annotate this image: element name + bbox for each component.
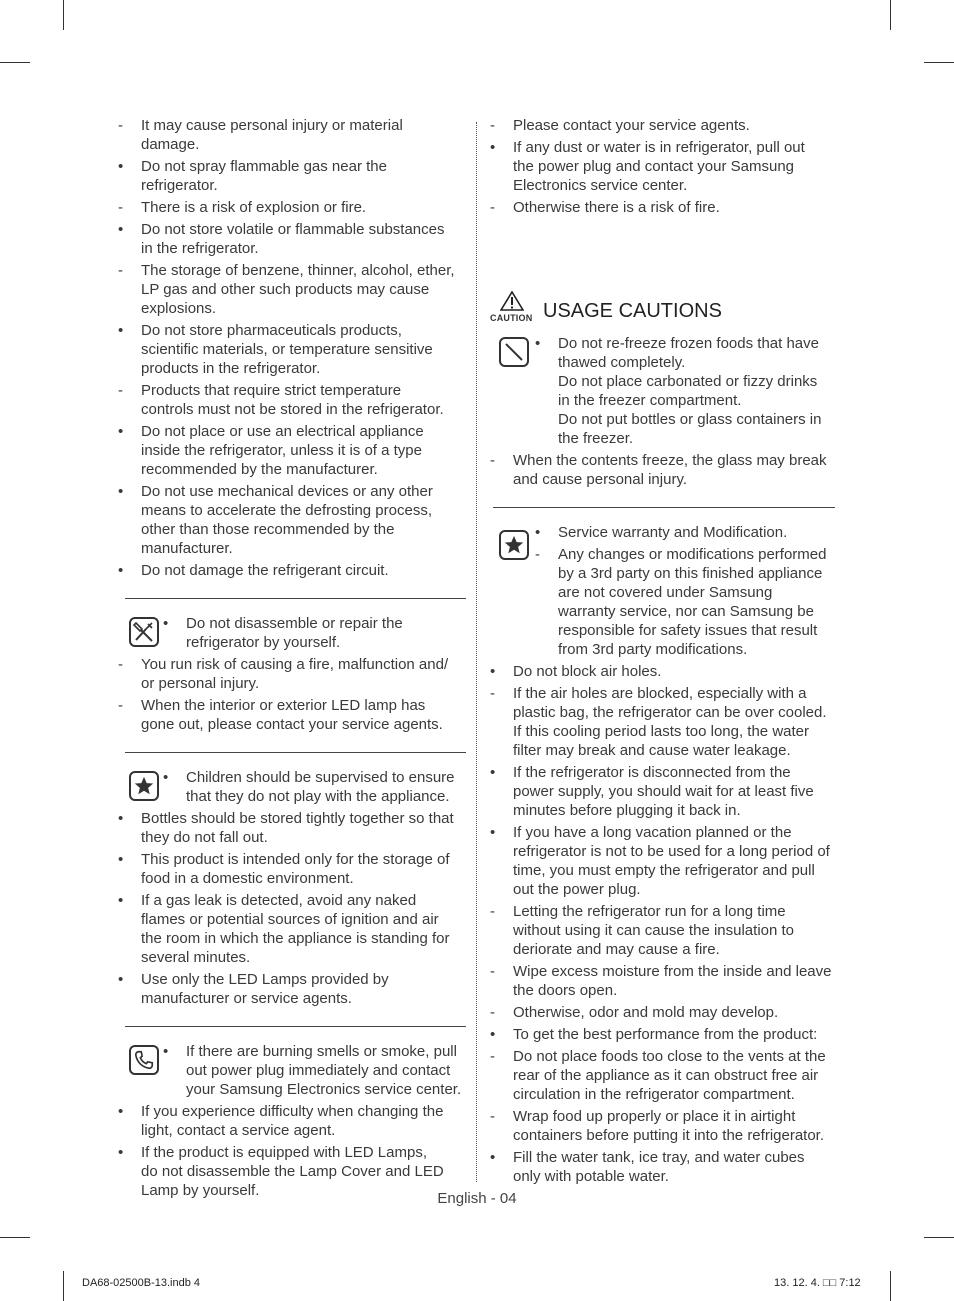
bullet-marker: •: [118, 322, 124, 339]
repair-warning-list: [115, 614, 466, 734]
bullet-item: [115, 482, 466, 558]
item-text: If the product is equipped with LED Lamps, do not disassemble the Lamp Cover and LED Lamp by yourself.: [141, 1144, 444, 1199]
item-text: Bottles should be stored tightly together so that they do not fall out.: [141, 810, 454, 846]
dash-item: [487, 116, 835, 135]
item-text: Children should be supervised to ensure that they do not play with the appliance.: [186, 769, 455, 805]
bullet-item: [115, 891, 466, 967]
bullet-marker: •: [118, 562, 124, 579]
bullet-marker: •: [163, 769, 169, 786]
warranty-list: [487, 523, 835, 1186]
dash-marker: -: [490, 963, 495, 980]
freezer-caution-list: [487, 334, 835, 489]
bullet-item: [115, 561, 466, 580]
item-text: Do not disassemble or repair the refrigerator by yourself.: [186, 615, 403, 651]
bullet-item: [115, 157, 466, 195]
item-text: Do not block air holes.: [513, 663, 662, 680]
bullet-item: [115, 809, 466, 847]
item-text: Use only the LED Lamps provided by manufacturer or service agents.: [141, 971, 389, 1007]
crop-mark: [890, 1271, 891, 1301]
bullet-marker: •: [490, 1026, 496, 1043]
item-text: This product is intended only for the storage of food in a domestic environment.: [141, 851, 450, 887]
children-warning-list: [115, 768, 466, 1008]
dash-item: [487, 1047, 835, 1104]
dash-marker: -: [118, 382, 123, 399]
dash-item: [487, 684, 835, 760]
crop-mark: [0, 1237, 30, 1238]
dash-marker: -: [490, 199, 495, 216]
item-text: Do not re-freeze frozen foods that have thawed completely. Do not place carbonated or fizzy drinks in the freezer compartment. Do not put bottles or glass containers in the freezer.: [558, 335, 822, 447]
bullet-item: [487, 763, 835, 820]
bullet-item: [487, 1148, 835, 1186]
item-text: Otherwise there is a risk of fire.: [513, 199, 720, 216]
crop-mark: [924, 62, 954, 63]
item-text: To get the best performance from the product:: [513, 1026, 818, 1043]
item-text: Wrap food up properly or place it in airtight containers before putting it into the refrigerator.: [513, 1108, 825, 1144]
dash-item: [487, 1107, 835, 1145]
bullet-item: [487, 138, 835, 195]
service-contact-list: [115, 1042, 466, 1200]
dash-item: [487, 451, 835, 489]
dash-marker: -: [535, 546, 540, 563]
bullet-item: [487, 1025, 835, 1044]
item-text: Wipe excess moisture from the inside and leave the doors open.: [513, 963, 832, 999]
item-text: Do not place or use an electrical appliance inside the refrigerator, unless it is of a type recommended by the manufacturer.: [141, 423, 424, 478]
service-list: [487, 116, 835, 217]
bullet-marker: •: [535, 524, 541, 541]
bullet-marker: •: [163, 615, 169, 632]
dash-marker: -: [490, 903, 495, 920]
bullet-marker: •: [490, 663, 496, 680]
section-title: USAGE CAUTIONS: [543, 300, 722, 322]
dash-item: [115, 655, 466, 693]
item-text: There is a risk of explosion or fire.: [141, 199, 367, 216]
crop-mark: [924, 1237, 954, 1238]
left-column: [115, 116, 466, 1203]
bullet-item: [487, 823, 835, 899]
item-text: It may cause personal injury or material damage.: [141, 117, 403, 153]
bullet-item: [115, 1102, 466, 1140]
item-text: Products that require strict temperature controls must not be stored in the refrigerator.: [141, 382, 444, 418]
dash-item: [115, 116, 466, 154]
bullet-marker: •: [535, 335, 541, 352]
crop-mark: [0, 62, 30, 63]
bullet-marker: •: [490, 824, 496, 841]
item-text: Do not spray flammable gas near the refrigerator.: [141, 158, 387, 194]
bullet-item: [115, 614, 466, 652]
dash-item: [487, 198, 835, 217]
item-text: Please contact your service agents.: [513, 117, 750, 134]
bullet-marker: •: [118, 971, 124, 988]
item-text: Any changes or modifications performed by a 3rd party on this finished appliance are not covered under Samsung warranty service, nor can Samsung be responsible for safety issues that result from 3rd party modifications.: [558, 546, 827, 658]
bullet-marker: •: [163, 1043, 169, 1060]
item-text: When the contents freeze, the glass may break and cause personal injury.: [513, 452, 827, 488]
usage-cautions-heading: [487, 291, 835, 321]
dash-marker: -: [118, 117, 123, 134]
freezer-caution-block: [487, 334, 835, 489]
page-number: English - 04: [437, 1190, 517, 1207]
bullet-item: [115, 970, 466, 1008]
dash-marker: -: [490, 1048, 495, 1065]
warranty-block: [487, 508, 835, 1186]
item-text: Do not place foods too close to the vents at the rear of the appliance as it can obstruct free air circulation in the refrigerator compartment.: [513, 1048, 826, 1103]
item-text: If a gas leak is detected, avoid any naked flames or potential sources of ignition and air the room in which the appliance is standing for several minutes.: [141, 892, 450, 966]
crop-mark: [890, 0, 891, 30]
column-divider: [476, 122, 477, 1182]
dash-marker: -: [118, 199, 123, 216]
item-text: If the air holes are blocked, especially with a plastic bag, the refrigerator can be over cooled. If this cooling period lasts too long, the water filter may break and cause water leakage.: [513, 685, 827, 759]
bullet-marker: •: [118, 892, 124, 909]
dash-marker: -: [490, 685, 495, 702]
item-text: Otherwise, odor and mold may develop.: [513, 1004, 779, 1021]
item-text: If the refrigerator is disconnected from the power supply, you should wait for at least five minutes before plugging it back in.: [513, 764, 814, 819]
item-text: If there are burning smells or smoke, pull out power plug immediately and contact your Samsung Electronics service center.: [186, 1043, 462, 1098]
item-text: Do not use mechanical devices or any other means to accelerate the defrosting process, other than those recommended by the manufacturer.: [141, 483, 433, 557]
bullet-marker: •: [490, 139, 496, 156]
dash-item: [115, 381, 466, 419]
bullet-marker: •: [118, 1144, 124, 1161]
bullet-item: [487, 662, 835, 681]
item-text: If you experience difficulty when changing the light, contact a service agent.: [141, 1103, 444, 1139]
item-text: If you have a long vacation planned or the refrigerator is not to be used for a long period of time, you must empty the refrigerator and pull out the power plug.: [513, 824, 830, 898]
repair-warning-block: [115, 599, 466, 734]
caution-label: CAUTION: [490, 313, 533, 323]
bullet-item: [115, 1042, 466, 1099]
item-text: When the interior or exterior LED lamp has gone out, please contact your service agents.: [141, 697, 443, 733]
bullet-item: [115, 220, 466, 258]
crop-mark: [63, 0, 64, 30]
dash-item: [487, 545, 835, 659]
dash-marker: -: [118, 262, 123, 279]
item-text: Do not damage the refrigerant circuit.: [141, 562, 389, 579]
date-slug: 13. 12. 4. □□ 7:12: [774, 1277, 861, 1289]
bullet-marker: •: [118, 483, 124, 500]
dash-item: [487, 1003, 835, 1022]
item-text: Fill the water tank, ice tray, and water cubes only with potable water.: [513, 1149, 805, 1185]
right-column: [487, 116, 835, 1189]
dash-item: [115, 696, 466, 734]
dash-item: [487, 902, 835, 959]
caution-icon: [487, 291, 535, 321]
item-text: Do not store pharmaceuticals products, scientific materials, or temperature sensitive products in the refrigerator.: [141, 322, 433, 377]
service-contact-block: [115, 1027, 466, 1200]
bullet-item: [115, 850, 466, 888]
dash-marker: -: [118, 656, 123, 673]
crop-mark: [63, 1271, 64, 1301]
item-text: Letting the refrigerator run for a long time without using it can cause the insulation to deriorate and may cause a fire.: [513, 903, 795, 958]
bullet-marker: •: [118, 221, 124, 238]
dash-marker: -: [490, 1108, 495, 1125]
dash-marker: -: [490, 452, 495, 469]
item-text: Do not store volatile or flammable substances in the refrigerator.: [141, 221, 445, 257]
dash-item: [115, 198, 466, 217]
bullet-marker: •: [118, 810, 124, 827]
file-slug: DA68-02500B-13.indb 4: [82, 1277, 201, 1289]
bullet-marker: •: [490, 764, 496, 781]
item-text: You run risk of causing a fire, malfunction and/ or personal injury.: [141, 656, 449, 692]
dash-item: [115, 261, 466, 318]
bullet-item: [115, 768, 466, 806]
children-warning-block: [115, 753, 466, 1008]
bullet-marker: •: [118, 851, 124, 868]
bullet-marker: •: [118, 158, 124, 175]
warning-list: [115, 116, 466, 580]
bullet-item: [487, 523, 835, 542]
bullet-marker: •: [118, 1103, 124, 1120]
bullet-item: [115, 321, 466, 378]
item-text: Service warranty and Modification.: [558, 524, 788, 541]
dash-item: [487, 962, 835, 1000]
bullet-item: [487, 334, 835, 448]
bullet-marker: •: [118, 423, 124, 440]
item-text: The storage of benzene, thinner, alcohol, ether, LP gas and other such products may cause explosions.: [141, 262, 455, 317]
bullet-item: [115, 422, 466, 479]
bullet-marker: •: [490, 1149, 496, 1166]
item-text: If any dust or water is in refrigerator, pull out the power plug and contact your Samsung Electronics service center.: [513, 139, 805, 194]
dash-marker: -: [490, 1004, 495, 1021]
dash-marker: -: [118, 697, 123, 714]
dash-marker: -: [490, 117, 495, 134]
